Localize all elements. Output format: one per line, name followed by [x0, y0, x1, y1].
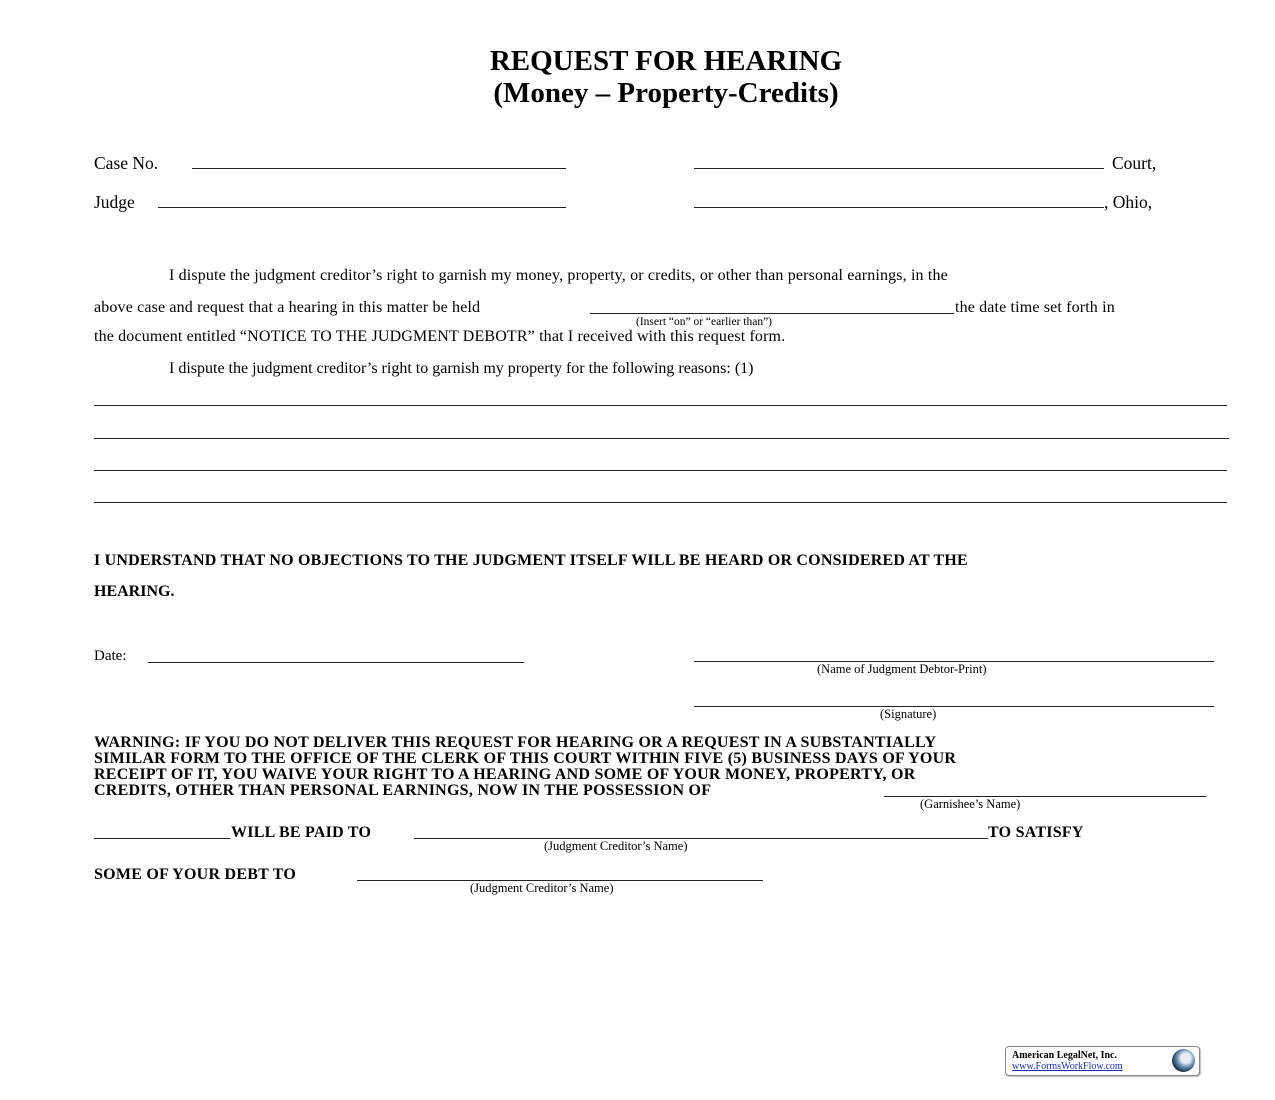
creditor-caption-1: (Judgment Creditor’s Name) — [544, 839, 688, 853]
form-title: REQUEST FOR HEARING — [489, 45, 843, 77]
reason-line-1[interactable] — [94, 405, 1227, 406]
warning-line2: SIMILAR FORM TO THE OFFICE OF THE CLERK OF THIS COURT WITHIN FIVE (5) BUSINESS DAYS OF YOUR — [94, 750, 957, 767]
para1-line1: I dispute the judgment creditor’s right to garnish my money, property, or credits, or other than personal earnings, in the — [169, 267, 948, 284]
para2: I dispute the judgment creditor’s right to garnish my property for the following reasons: (1) — [169, 360, 754, 377]
date-field[interactable] — [148, 662, 524, 663]
garnishee-caption: (Garnishee’s Name) — [920, 797, 1021, 811]
form-subtitle: (Money – Property-Credits) — [493, 77, 839, 109]
creditor-name-field-1[interactable] — [414, 838, 988, 839]
court-field[interactable] — [694, 168, 1104, 169]
ohio-label: , Ohio, — [1104, 192, 1153, 212]
creditor-caption-2: (Judgment Creditor’s Name) — [470, 881, 614, 895]
warning-line4: CREDITS, OTHER THAN PERSONAL EARNINGS, NOW IN THE POSSESSION OF — [94, 782, 712, 799]
para1-line3: the document entitled “NOTICE TO THE JUDGMENT DEBOTR” that I received with this request form. — [94, 328, 786, 345]
globe-icon — [1172, 1049, 1195, 1072]
logo-url-link[interactable]: www.FormsWorkFlow.com — [1012, 1061, 1123, 1072]
insert-hint: (Insert “on” or “earlier than”) — [636, 316, 773, 328]
para1-line2-post: the date time set forth in — [955, 299, 1115, 316]
warning-line1: WARNING: IF YOU DO NOT DELIVER THIS REQUEST FOR HEARING OR A REQUEST IN A SUBSTANTIALLY — [94, 734, 937, 751]
amount-field[interactable] — [94, 838, 230, 839]
acknowledgement-line2: HEARING. — [94, 583, 175, 600]
reason-line-3[interactable] — [94, 470, 1227, 471]
date-label: Date: — [94, 648, 127, 664]
reason-line-4[interactable] — [94, 502, 1227, 503]
court-label: Court, — [1112, 153, 1157, 173]
case-no-field[interactable] — [192, 168, 566, 169]
acknowledgement-line1: I UNDERSTAND THAT NO OBJECTIONS TO THE JUDGMENT ITSELF WILL BE HEARD OR CONSIDERED AT THE — [94, 552, 968, 569]
county-field[interactable] — [694, 207, 1104, 208]
case-no-label: Case No. — [94, 153, 159, 173]
judge-label: Judge — [94, 192, 135, 212]
judge-field[interactable] — [158, 207, 566, 208]
will-be-paid-to-label: WILL BE PAID TO — [231, 824, 372, 841]
signature-field[interactable] — [694, 706, 1214, 707]
footer-logo[interactable] — [1005, 1046, 1200, 1076]
para1-line2-pre: above case and request that a hearing in this matter be held — [94, 299, 481, 316]
some-of-your-debt-label: SOME OF YOUR DEBT TO — [94, 866, 297, 883]
hearing-timing-field[interactable] — [590, 313, 954, 314]
debtor-name-caption: (Name of Judgment Debtor-Print) — [817, 662, 987, 676]
to-satisfy-label: TO SATISFY — [988, 824, 1084, 841]
signature-caption: (Signature) — [880, 707, 937, 721]
logo-company-name: American LegalNet, Inc. — [1012, 1050, 1117, 1061]
warning-line3: RECEIPT OF IT, YOU WAIVE YOUR RIGHT TO A HEARING AND SOME OF YOUR MONEY, PROPERTY, OR — [94, 766, 916, 783]
reason-line-2[interactable] — [94, 438, 1229, 439]
